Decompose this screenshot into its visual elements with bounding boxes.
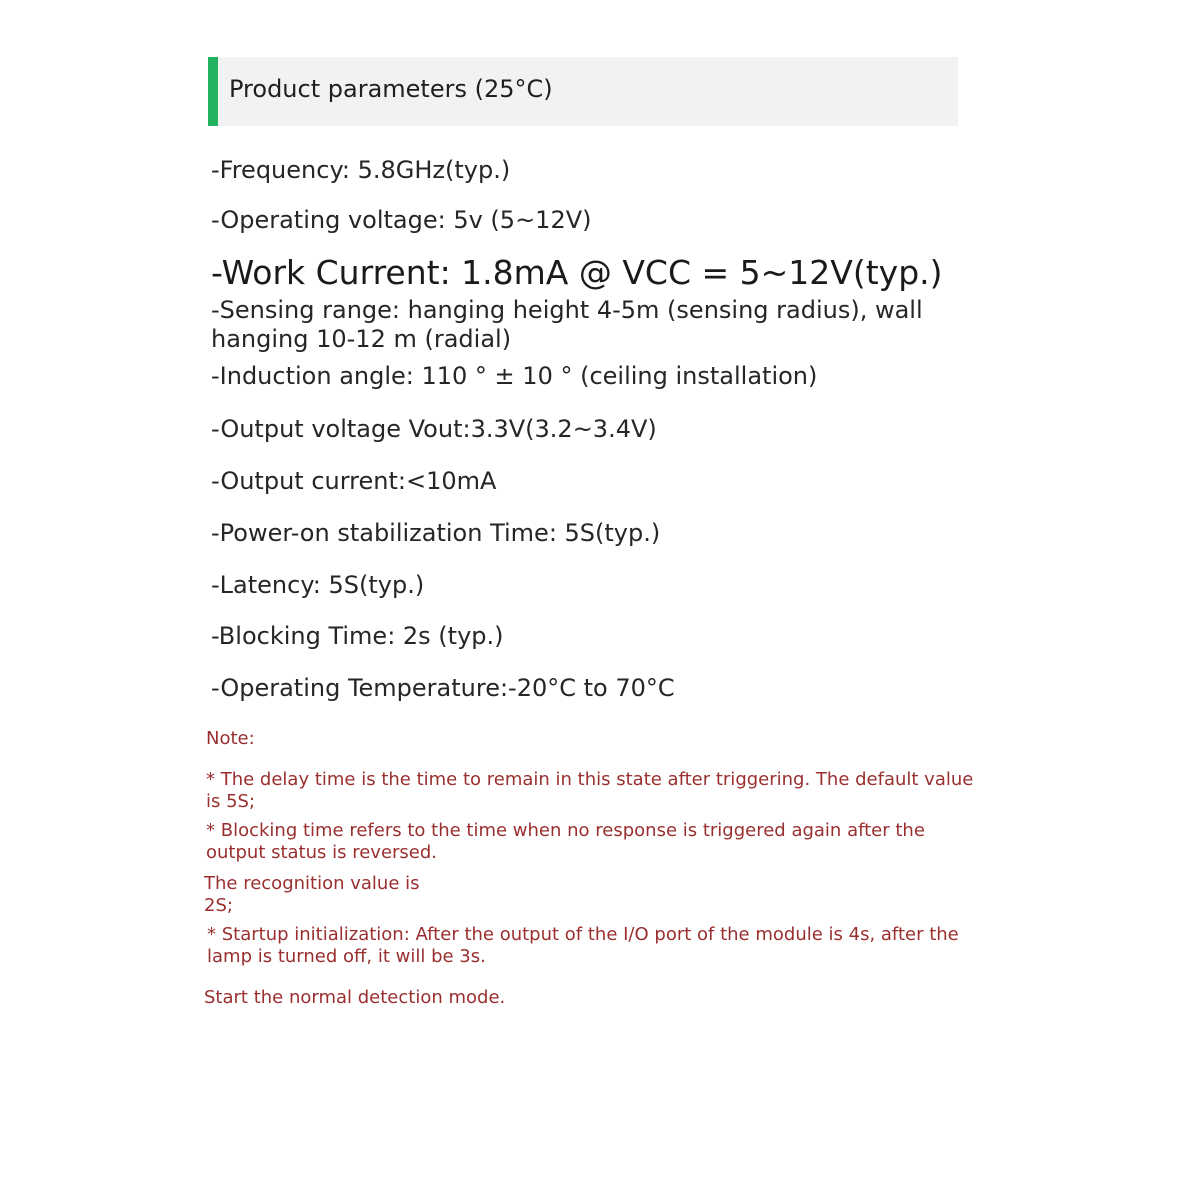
note-recognition-line2: 2S; xyxy=(204,895,233,916)
param-work-current: -Work Current: 1.8mA @ VCC = 5~12V(typ.) xyxy=(211,253,943,292)
param-power-on-time: -Power-on stabilization Time: 5S(typ.) xyxy=(211,519,661,547)
param-output-voltage: -Output voltage Vout:3.3V(3.2~3.4V) xyxy=(211,415,657,443)
param-operating-temperature: -Operating Temperature:-20°C to 70°C xyxy=(211,674,675,702)
param-output-current: -Output current:<10mA xyxy=(211,467,497,495)
note-normal-mode: Start the normal detection mode. xyxy=(204,987,506,1008)
section-header xyxy=(208,57,958,126)
note-heading: Note: xyxy=(206,728,255,749)
param-latency: -Latency: 5S(typ.) xyxy=(211,571,425,599)
note-delay: * The delay time is the time to remain in this state after triggering. The default value is 5S; xyxy=(206,769,974,812)
header-accent-bar xyxy=(208,57,218,126)
param-sensing-range: -Sensing range: hanging height 4-5m (sensing radius), wall hanging 10-12 m (radial) xyxy=(211,296,923,353)
param-induction-angle: -Induction angle: 110 ° ± 10 ° (ceiling installation) xyxy=(211,362,818,390)
param-blocking-time: -Blocking Time: 2s (typ.) xyxy=(211,622,504,650)
note-startup: * Startup initialization: After the output of the I/O port of the module is 4s, after the lamp is turned off, it will be 3s. xyxy=(207,924,959,967)
param-frequency: -Frequency: 5.8GHz(typ.) xyxy=(211,156,511,184)
param-operating-voltage: -Operating voltage: 5v (5~12V) xyxy=(211,206,592,234)
note-blocking: * Blocking time refers to the time when no response is triggered again after the output status is reversed. xyxy=(206,820,925,863)
section-title: Product parameters (25°C) xyxy=(229,75,553,103)
note-recognition-line1: The recognition value is xyxy=(204,873,420,894)
